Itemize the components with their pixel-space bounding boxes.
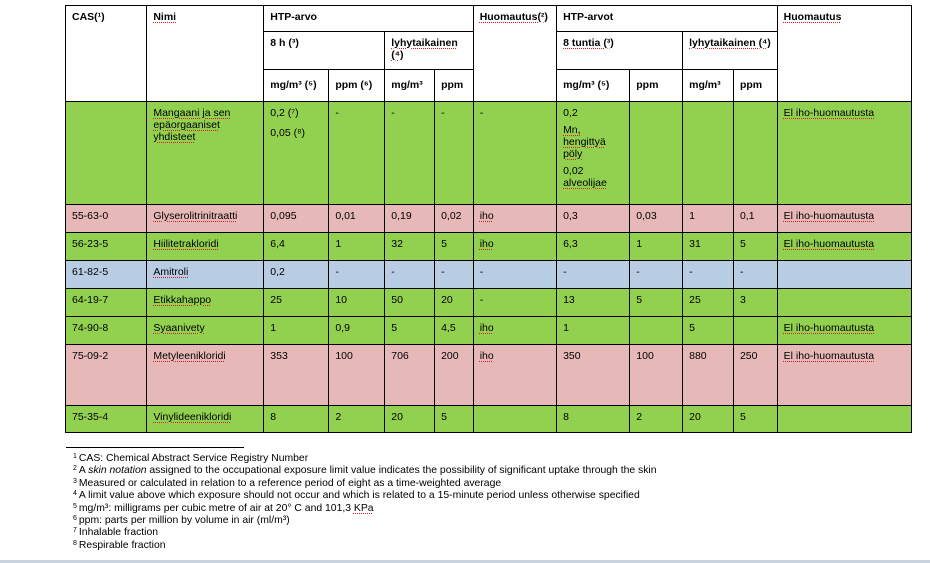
cell-short-ppm: -: [435, 102, 474, 205]
cell-short-mgm3: 706: [385, 345, 435, 406]
cell-8t-ppm: 5: [630, 289, 683, 317]
cell-8h-mgm3: 8: [264, 406, 329, 433]
table-row: [66, 406, 912, 433]
table-row: [66, 317, 912, 345]
header-8h: 8 h (³): [264, 32, 385, 70]
cell-lst-mgm3: 5: [683, 317, 734, 345]
cell-lst-ppm: [733, 102, 777, 205]
cell-note: El iho-huomautusta: [777, 205, 911, 233]
cell-short-ppm: -: [435, 261, 474, 289]
cell-cas: 56-23-5: [66, 233, 147, 261]
cell-cas: 64-19-7: [66, 289, 147, 317]
cell-name: Amitroli: [147, 261, 264, 289]
cell-lst-ppm: 3: [733, 289, 777, 317]
cell-lst-ppm: 5: [733, 406, 777, 433]
cell-short-ppm: 5: [435, 406, 474, 433]
cell-name: Vinylideenikloridi: [147, 406, 264, 433]
cell-name: Hiilitetrakloridi: [147, 233, 264, 261]
footnote-1: $^1$ CAS: Chemical Abstract Service Registry Number: [73, 453, 309, 464]
cell-8h-mgm3: 25: [264, 289, 329, 317]
cell-short-ppm: 4,5: [435, 317, 474, 345]
cell-8t-ppm: [630, 317, 683, 345]
cell-cas: 75-35-4: [66, 406, 147, 433]
header-nimi: Nimi: [147, 6, 264, 102]
header-8-tuntia: 8 tuntia (³): [557, 32, 683, 70]
footnotes: [73, 453, 913, 552]
cell-note: El iho-huomautusta: [777, 233, 911, 261]
cell-8h-mgm3: 0,2 (⁷) 0,05 (⁸): [264, 102, 329, 205]
cell-lst-ppm: -: [733, 261, 777, 289]
cell-8t-mgm3: 8: [557, 406, 630, 433]
cell-note: [777, 406, 911, 433]
footnote-3: $^3$ Measured or calculated in relation to a reference period of eight as a time-weighted average: [73, 477, 502, 489]
cell-huomautus: -: [473, 261, 556, 289]
cell-cas: 61-82-5: [66, 261, 147, 289]
cell-8t-mgm3: 0,2 Mn, hengittyä pöly 0,02 alveolijae: [557, 102, 630, 205]
cell-short-mgm3: 20: [385, 406, 435, 433]
cell-note: El iho-huomautusta: [777, 345, 911, 406]
cell-short-mgm3: 5: [385, 317, 435, 345]
cell-note: El iho-huomautusta: [777, 317, 911, 345]
cell-8h-ppm: -: [329, 261, 385, 289]
cell-short-mgm3: -: [385, 102, 435, 205]
cell-8t-mgm3: 6,3: [557, 233, 630, 261]
cell-note: [777, 261, 911, 289]
header-ppm-c: ppm: [630, 70, 683, 102]
header-ppm-b: ppm: [435, 70, 474, 102]
table-row: [66, 345, 912, 406]
cell-8t-ppm: -: [630, 261, 683, 289]
cell-short-mgm3: 50: [385, 289, 435, 317]
cell-8h-ppm: -: [329, 102, 385, 205]
cell-8t-ppm: 2: [630, 406, 683, 433]
table-row: [66, 233, 912, 261]
cell-short-mgm3: 32: [385, 233, 435, 261]
cell-lst-mgm3: 25: [683, 289, 734, 317]
header-lyhytaikainen-2: lyhytaikainen (⁴): [683, 32, 778, 70]
cell-short-ppm: 20: [435, 289, 474, 317]
footnote-2: $^2$ A skin notation assigned to the occupational exposure limit value indicates the possibility of significant uptake through the skin: [73, 465, 657, 477]
footnote-separator: [66, 447, 244, 448]
table-row: [66, 261, 912, 289]
footnote-7: $^7$ Inhalable fraction: [73, 527, 159, 539]
header-huomautus-2: Huomautus(²): [473, 6, 556, 102]
cell-huomautus: iho: [473, 205, 556, 233]
cell-cas: 75-09-2: [66, 345, 147, 406]
cell-8h-ppm: 2: [329, 406, 385, 433]
cell-huomautus: iho: [473, 345, 556, 406]
cell-8h-mgm3: 0,095: [264, 205, 329, 233]
cell-name: Syaanivety: [147, 317, 264, 345]
cell-lst-ppm: 5: [733, 233, 777, 261]
cell-8h-mgm3: 6,4: [264, 233, 329, 261]
cell-8t-mgm3: 350: [557, 345, 630, 406]
cell-8t-ppm: [630, 102, 683, 205]
cell-8t-mgm3: 13: [557, 289, 630, 317]
cell-lst-mgm3: [683, 102, 734, 205]
cell-lst-ppm: [733, 317, 777, 345]
cell-8t-ppm: 1: [630, 233, 683, 261]
cell-lst-mgm3: 880: [683, 345, 734, 406]
cell-huomautus: -: [473, 102, 556, 205]
table-row: [66, 205, 912, 233]
cell-name: Metyleenikloridi: [147, 345, 264, 406]
cell-lst-mgm3: 20: [683, 406, 734, 433]
cell-8h-mgm3: 0,2: [264, 261, 329, 289]
header-htp-arvot: HTP-arvot: [557, 6, 778, 32]
footnote-6: $^6$ ppm: parts per million by volume in air (ml/m³): [73, 515, 290, 527]
cell-huomautus: [473, 406, 556, 433]
header-ppm-a: ppm (⁶): [329, 70, 385, 102]
header-cas: CAS(¹): [66, 6, 147, 102]
cell-8h-mgm3: 353: [264, 345, 329, 406]
cell-short-ppm: 5: [435, 233, 474, 261]
cell-note: El iho-huomautusta: [777, 102, 911, 205]
table-row-manganese: [66, 102, 912, 205]
cell-short-mgm3: 0,19: [385, 205, 435, 233]
cell-short-ppm: 200: [435, 345, 474, 406]
cell-8t-mgm3: -: [557, 261, 630, 289]
cell-8h-ppm: 1: [329, 233, 385, 261]
cell-lst-mgm3: -: [683, 261, 734, 289]
cell-cas: 55-63-0: [66, 205, 147, 233]
header-huomautus: Huomautus: [777, 6, 911, 102]
cell-cas: 74-90-8: [66, 317, 147, 345]
cell-name: Mangaani ja sen epäorgaaniset yhdisteet: [147, 102, 264, 205]
cell-8h-ppm: 0,9: [329, 317, 385, 345]
cell-huomautus: iho: [473, 233, 556, 261]
cell-8h-ppm: 100: [329, 345, 385, 406]
table-row: [66, 289, 912, 317]
htp-values-table: [65, 5, 912, 433]
header-mgm3-d: mg/m³: [683, 70, 734, 102]
cell-8h-ppm: 0,01: [329, 205, 385, 233]
cell-note: [777, 289, 911, 317]
header-mgm3-c: mg/m³ (⁵): [557, 70, 630, 102]
header-mgm3-b: mg/m³: [385, 70, 435, 102]
header-ppm-d: ppm: [733, 70, 777, 102]
cell-cas: [66, 102, 147, 205]
cell-short-ppm: 0,02: [435, 205, 474, 233]
header-htp-arvo: HTP-arvo: [264, 6, 473, 32]
cell-lst-mgm3: 1: [683, 205, 734, 233]
cell-8t-ppm: 100: [630, 345, 683, 406]
cell-lst-ppm: 250: [733, 345, 777, 406]
cell-name: Glyserolitrinitraatti: [147, 205, 264, 233]
footnote-5: $^5$ mg/m³: milligrams per cubic metre of air at 20° C and 101,3 KPa: [73, 502, 374, 514]
footnote-4: $^4$ A limit value above which exposure should not occur and which is related to a 15-minute period unless otherwise specified: [73, 490, 640, 502]
cell-short-mgm3: -: [385, 261, 435, 289]
footnote-8: $^8$ Respirable fraction: [73, 539, 166, 551]
cell-8t-ppm: 0,03: [630, 205, 683, 233]
cell-8h-mgm3: 1: [264, 317, 329, 345]
cell-8t-mgm3: 1: [557, 317, 630, 345]
cell-huomautus: iho: [473, 317, 556, 345]
cell-huomautus: -: [473, 289, 556, 317]
header-lyhytaikainen-1: lyhytaikainen (⁴): [385, 32, 473, 70]
cell-8h-ppm: 10: [329, 289, 385, 317]
cell-name: Etikkahappo: [147, 289, 264, 317]
header-row-1: [66, 6, 912, 32]
cell-8t-mgm3: 0,3: [557, 205, 630, 233]
cell-lst-ppm: 0,1: [733, 205, 777, 233]
cell-lst-mgm3: 31: [683, 233, 734, 261]
header-mgm3-a: mg/m³ (⁵): [264, 70, 329, 102]
